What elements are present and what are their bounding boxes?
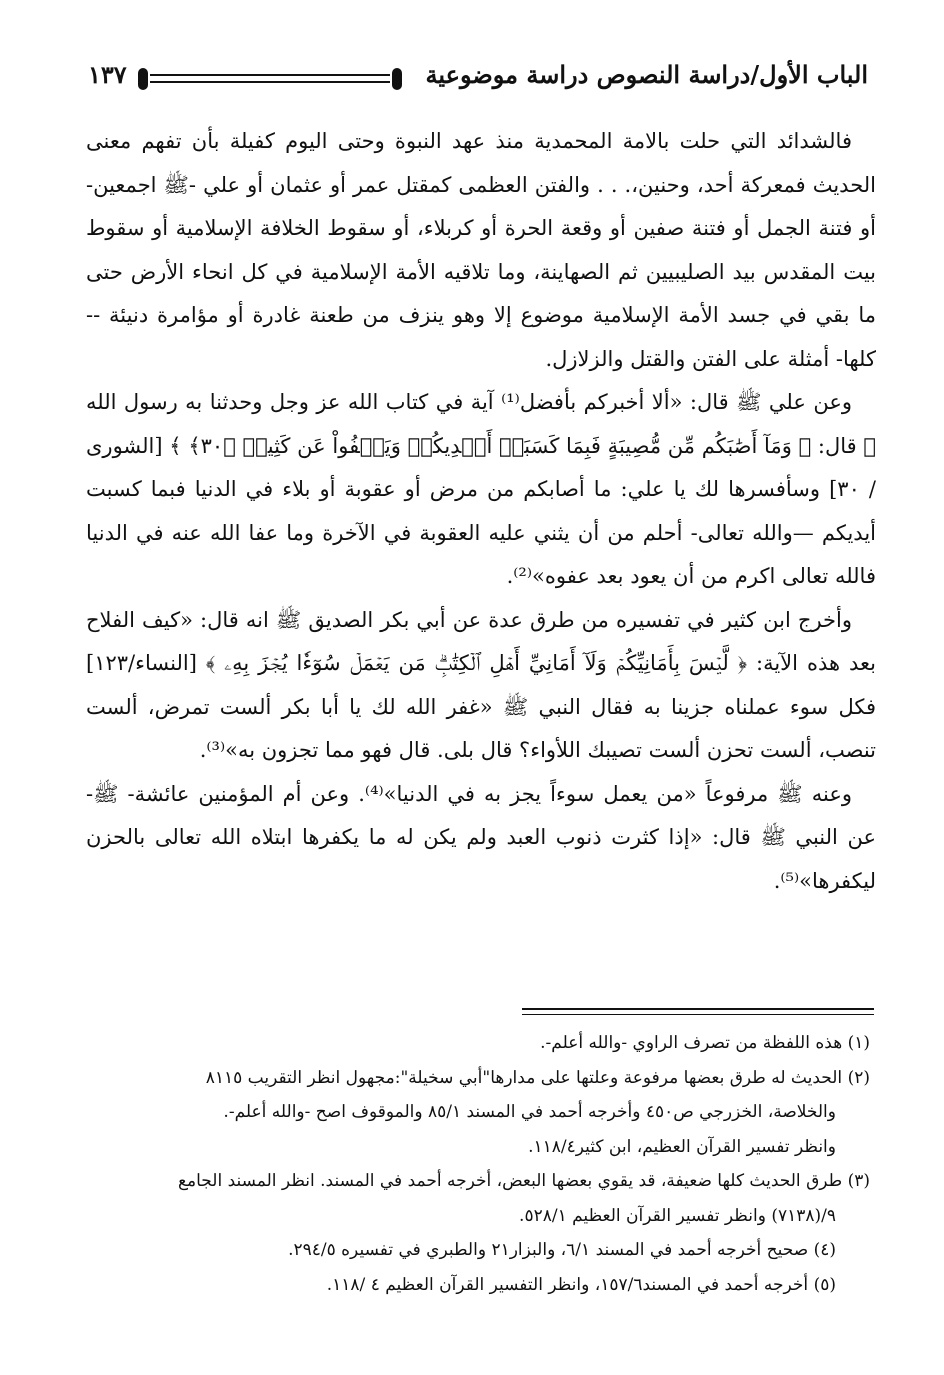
page-number: ١٣٧ bbox=[88, 60, 127, 89]
footnote-continuation: وانظر تفسير القرآن العظيم، ابن كثير١١٨/٤. bbox=[528, 1136, 836, 1157]
footnote-text: هذه اللفظة من تصرف الراوي -والله أعلم-. bbox=[540, 1033, 843, 1053]
paragraph: وعنه ﷺ مرفوعاً «من يعمل سوءاً يجز به في الدنيا»⁽⁴⁾. وعن أم المؤمنين عائشة- ﷺ- عن النبي ﷺ قال: «إذا كثرت ذنوب العبد ولم يكن له ما يكفرها ابتلاه الله تعالى بالحزن ليكفرها»⁽⁵⁾. bbox=[86, 781, 876, 893]
footnotes bbox=[80, 1026, 870, 1302]
footnote bbox=[80, 1164, 870, 1233]
footnote-text: صحيح أخرجه أحمد في المسند ٦/١، والبزار٢١ والطبري في تفسيره ٢٩٤/٥. bbox=[288, 1240, 809, 1260]
footnote-mark: (١) bbox=[847, 1033, 870, 1053]
paragraph: فالشدائد التي حلت بالامة المحمدية منذ عهد النبوة وحتى اليوم كفيلة بأن تفهم معنى الحديث فمعركة أحد، وحنين،. . . والفتن العظمى كمقتل عمر أو عثمان أو علي -ﷺ اجمعين- أو فتنة الجمل أو فتنة صفين أو وقعة الحرة أو كربلاء، أو سقوط الخلافة الإسلامية أو سقوط بيت المقدس بيد الصليبيين ثم الصهاينة، وما تلاقيه الأمة الإسلامية في كل انحاء الأرض حتى ما بقي في جسد الأمة الإسلامية موضوع إلا وهو ينزف من طعنة غادرة أو مؤامرة دنيئة --كلها- أمثلة على الفتن والقتل والزلازل. bbox=[86, 129, 876, 371]
footnote-separator-thin bbox=[522, 1014, 874, 1015]
header-ornament-rule bbox=[150, 72, 390, 86]
footnote bbox=[80, 1026, 870, 1061]
footnote-mark: (٥) bbox=[813, 1274, 836, 1295]
main-text bbox=[86, 120, 876, 903]
paragraph: وأخرج ابن كثير في تفسيره من طرق عدة عن أبي بكر الصديق ﷺ انه قال: «كيف الفلاح بعد هذه الآية: ﴿ لَّيۡسَ بِأَمَانِيِّكُمۡ وَلَآ أَمَانِيِّ أَهۡلِ ٱلۡكِتَٰبِۗ مَن يَعۡمَلۡ سُوٓءٗا يُجۡزَ بِهِۦ ﴾ [النساء/١٢٣] فكل سوء عملناه جزينا به فقال النبي ﷺ «غفر الله لك يا أبا بكر ألست تمرض، ألست تنصب، ألست تحزن ألست تصيبك اللأواء؟ قال بلى. قال فهو مما تجزون به»⁽³⁾. bbox=[86, 607, 876, 762]
footnote-text: الحديث له طرق بعضها مرفوعة وعلتها على مدارها"أبي سخيلة":مجهول انظر التقريب ٨١١٥ bbox=[205, 1067, 843, 1088]
footnote-text: طرق الحديث كلها ضعيفة، قد يقوي بعضها البعض، أخرجه أحمد في المسند. انظر المسند الجامع bbox=[177, 1171, 843, 1191]
ornament-dot-icon bbox=[392, 68, 402, 90]
footnote-continuation: ٩/(٧١٣٨) وانظر تفسير القرآن العظيم ٥٢٨/١. bbox=[519, 1205, 836, 1226]
footnote-continuation: والخلاصة، الخزرجي ص٤٥٠ وأخرجه أحمد في المسند ٨٥/١ والموقوف اصح -والله أعلم-. bbox=[223, 1102, 836, 1122]
footnote-text: أخرجه أحمد في المسند١٥٧/٦، وانظر التفسير القرآن العظيم ٤ /١١٨. bbox=[326, 1274, 809, 1295]
ornament-dot-icon bbox=[138, 68, 148, 90]
chapter-title: الباب الأول/دراسة النصوص دراسة موضوعية bbox=[425, 60, 868, 89]
footnote-mark: (٤) bbox=[813, 1240, 836, 1260]
footnote-mark: (٢) bbox=[847, 1067, 870, 1088]
footnote bbox=[80, 1268, 870, 1303]
footnote bbox=[80, 1233, 870, 1268]
page-header bbox=[88, 58, 868, 100]
footnote bbox=[80, 1061, 870, 1165]
paragraph: وعن علي ﷺ قال: «ألا أخبركم بأفضل⁽¹⁾ آية في كتاب الله عز وجل وحدثنا به رسول الله ﷺ قال: ﴿ وَمَآ أَصَٰبَكُم مِّن مُّصِيبَةٍ فَبِمَا كَسَبَتۡ أَيۡدِيكُمۡ وَيَعۡفُواْ عَن كَثِيرٖ ﴿٣٠﴾ ﴾ [الشورى / ٣٠] وسأفسرها لك يا علي: ما أصابكم من مرض أو عقوبة أو بلاء في الدنيا فبما كسبت أيديكم —والله تعالى- أحلم من أن يثني عليه العقوبة في الآخرة وما عفا الله عنه في الدنيا فالله تعالى اكرم من أن يعود بعد عفوه»⁽²⁾. bbox=[86, 390, 876, 588]
footnote-separator bbox=[522, 1008, 874, 1010]
footnote-mark: (٣) bbox=[847, 1171, 870, 1191]
